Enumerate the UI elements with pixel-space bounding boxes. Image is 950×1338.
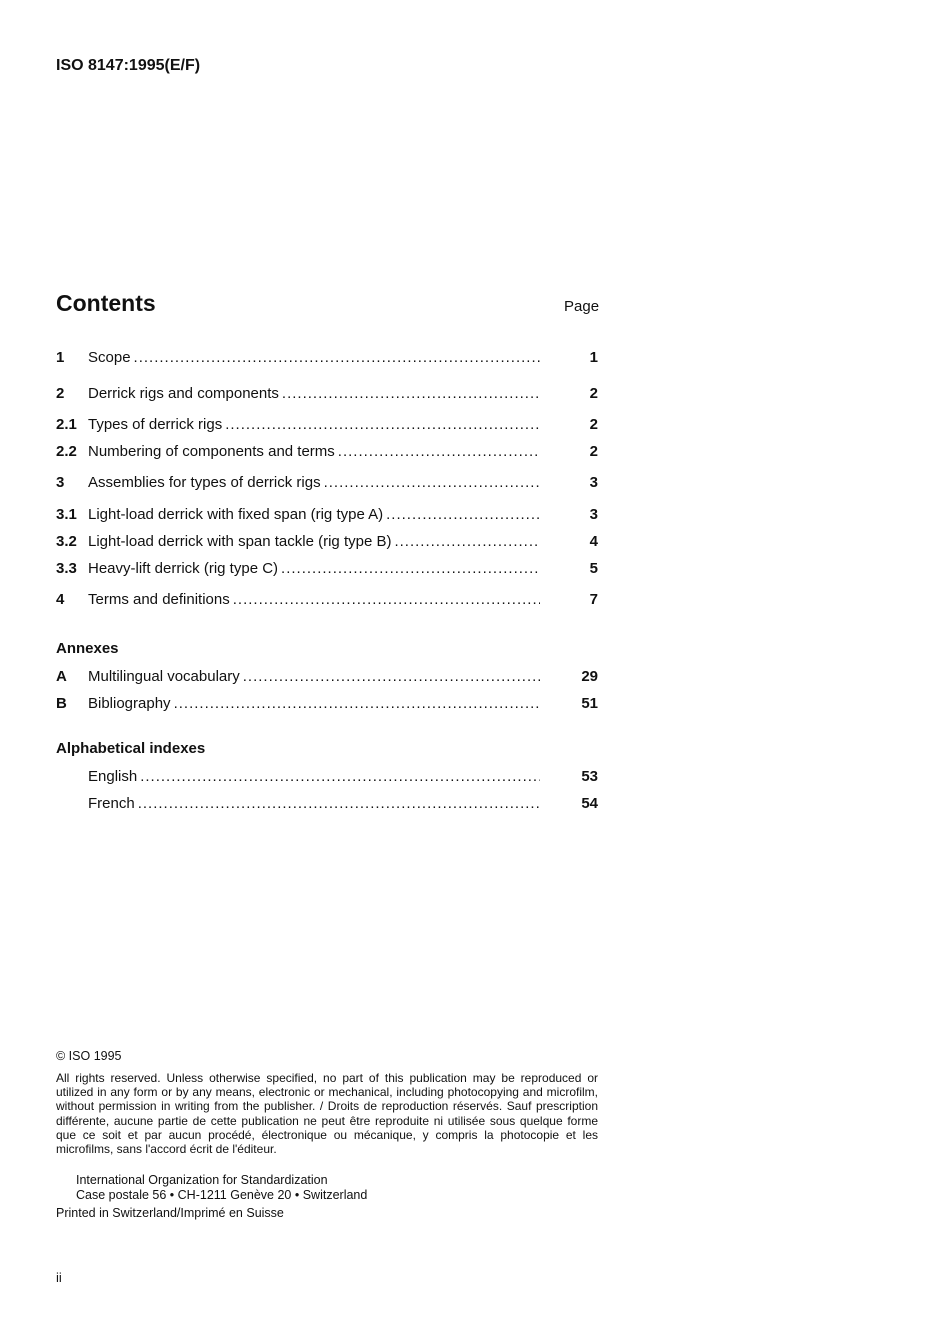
toc-entry-title: French: [88, 795, 135, 812]
leader-dots: [386, 506, 540, 523]
leader-dots: [174, 695, 540, 712]
copyright-notice: © ISO 1995: [56, 1049, 122, 1063]
toc-entry[interactable]: [56, 506, 598, 528]
toc-entry-number: 3.2: [56, 533, 77, 550]
toc-entry-page: 29: [581, 668, 598, 685]
toc-entry-page: 2: [589, 416, 598, 433]
toc-entry[interactable]: [56, 695, 598, 717]
publisher-address: [76, 1173, 367, 1202]
toc-entry-title: Light-load derrick with fixed span (rig type A): [88, 506, 384, 523]
toc-entry-page: 3: [589, 474, 598, 491]
toc-entry-page: 5: [589, 560, 598, 577]
leader-dots: [140, 768, 540, 785]
page-number: ii: [56, 1270, 62, 1285]
toc-entry-title: English: [88, 768, 138, 785]
toc-entry-number: 2.1: [56, 416, 77, 433]
toc-entry-title: Assemblies for types of derrick rigs: [88, 474, 321, 491]
toc-entry-number: A: [56, 668, 67, 685]
toc-entry[interactable]: [56, 768, 598, 790]
toc-entry-title: Bibliography: [88, 695, 171, 712]
leader-dots: [338, 443, 540, 460]
toc-entry-number: 3: [56, 474, 65, 491]
toc-entry-page: 1: [589, 349, 598, 366]
toc-entry[interactable]: [56, 668, 598, 690]
toc-entry-number: 2.2: [56, 443, 77, 460]
rights-paragraph: All rights reserved. Unless otherwise specified, no part of this publication may be reproduced or utilized in any form or by any means, electronic or mechanical, including photocopying and microfilm, without permission in writing from the publisher. / Droits de reproduction réservés. Sauf prescription différente, aucune partie de cette publication ne peut être reproduite ni utilisée sous quelque forme que ce soit et par aucun procédé, électronique ou mécanique, y compris la photocopie et les microfilms, sans l'accord écrit de l'éditeur.: [56, 1071, 598, 1157]
toc-entry-page: 54: [581, 795, 598, 812]
indexes-heading: Alphabetical indexes: [56, 740, 206, 757]
printed-in: Printed in Switzerland/Imprimé en Suisse: [56, 1206, 284, 1220]
toc-entry-number: 2: [56, 385, 65, 402]
annexes-heading: Annexes: [56, 640, 119, 657]
toc-entry[interactable]: [56, 795, 598, 817]
toc-entry[interactable]: [56, 385, 598, 407]
toc-entry-title: Types of derrick rigs: [88, 416, 223, 433]
toc-entry-page: 3: [589, 506, 598, 523]
toc-entry-number: 4: [56, 591, 65, 608]
toc-entry-page: 4: [589, 533, 598, 550]
leader-dots: [282, 385, 540, 402]
toc-entry-page: 2: [589, 443, 598, 460]
leader-dots: [394, 533, 540, 550]
toc-entry[interactable]: [56, 474, 598, 496]
contents-title: Contents: [56, 290, 156, 316]
toc-entry-title: Numbering of components and terms: [88, 443, 335, 460]
leader-dots: [243, 668, 540, 685]
toc-entry-title: Terms and definitions: [88, 591, 230, 608]
toc-entry-number: 1: [56, 349, 65, 366]
toc-entry-number: 3.3: [56, 560, 77, 577]
toc-entry-title: Light-load derrick with span tackle (rig type B): [88, 533, 392, 550]
leader-dots: [225, 416, 540, 433]
toc-entry-number: B: [56, 695, 67, 712]
page-column-label: Page: [564, 298, 600, 315]
toc-entry-title: Multilingual vocabulary: [88, 668, 240, 685]
toc-entry-page: 53: [581, 768, 598, 785]
toc-entry[interactable]: [56, 349, 598, 371]
toc-entry[interactable]: [56, 443, 598, 465]
leader-dots: [324, 474, 540, 491]
leader-dots: [134, 349, 540, 366]
toc-entry-title: Derrick rigs and components: [88, 385, 279, 402]
toc-entry-page: 51: [581, 695, 598, 712]
toc-entry[interactable]: [56, 591, 598, 613]
toc-entry-page: 2: [589, 385, 598, 402]
toc-entry-title: Scope: [88, 349, 131, 366]
org-name: International Organization for Standardization: [76, 1173, 328, 1187]
toc-entry[interactable]: [56, 416, 598, 438]
toc-entry-title: Heavy-lift derrick (rig type C): [88, 560, 279, 577]
toc-entry-number: 3.1: [56, 506, 77, 523]
toc-entry-page: 7: [589, 591, 598, 608]
toc-entry[interactable]: [56, 560, 598, 582]
leader-dots: [281, 560, 540, 577]
leader-dots: [138, 795, 540, 812]
leader-dots: [233, 591, 540, 608]
org-address: Case postale 56 • CH-1211 Genève 20 • Switzerland: [76, 1187, 368, 1202]
document-id: ISO 8147:1995(E/F): [56, 57, 201, 74]
toc-entry[interactable]: [56, 533, 598, 555]
